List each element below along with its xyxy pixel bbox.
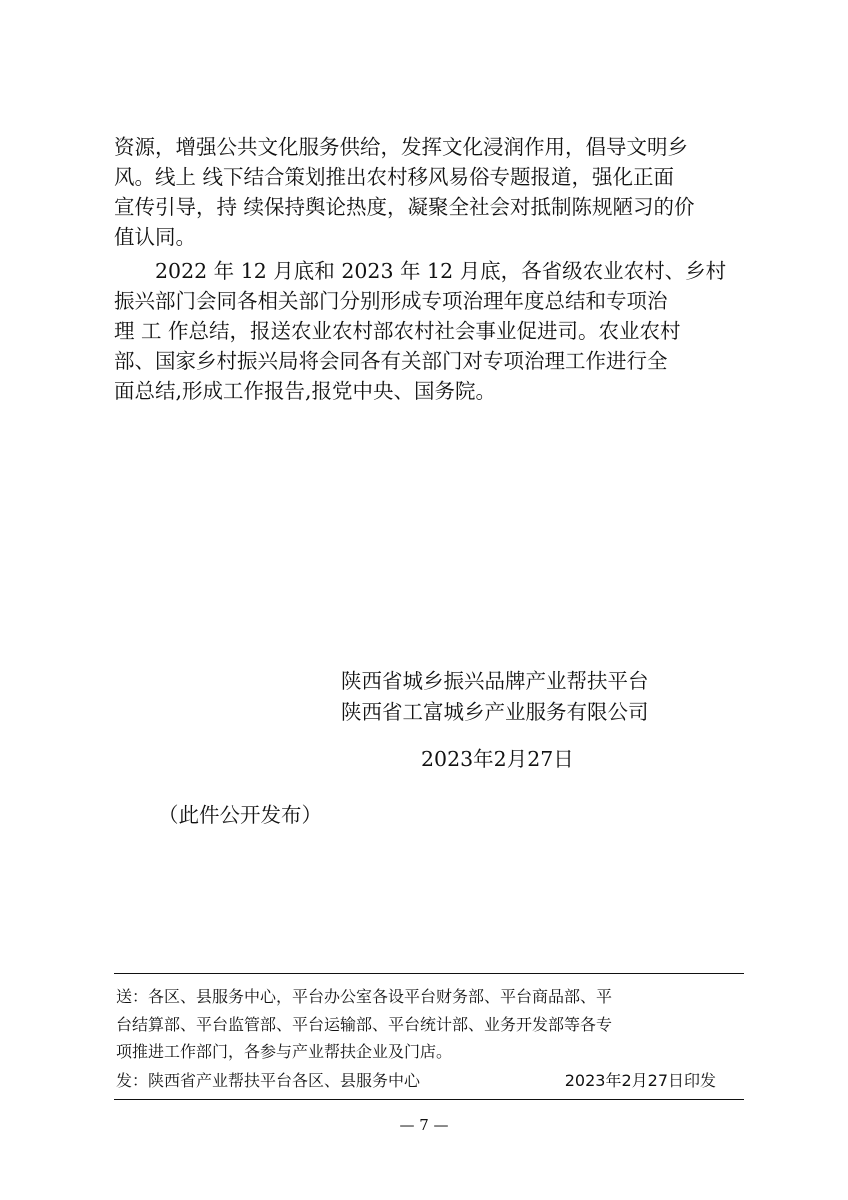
signature-date: 2023年2月27日 [421,747,574,771]
distribution-cc [116,983,736,1066]
distribution-top-rule [114,973,744,974]
distribution-bottom-rule [114,1099,744,1100]
body-paragraph-1 [114,132,744,252]
signature-org-1: 陕西省城乡振兴品牌产业帮扶平台 [341,669,649,693]
issuer-line [116,1067,716,1095]
cc-line: 台结算部、平台监管部、平台运输部、平台统计部、业务开发部等各专 [116,1014,613,1034]
paragraph-line: 风。线上 线下结合策划推出农村移风易俗专题报道，强化正面 [114,165,675,189]
paragraph-line: 面总结,形成工作报告,报党中央、国务院。 [114,379,497,403]
paragraph-line: 2022 年 12 月底和 2023 年 12 月底，各省级农业农村、乡村 [114,259,727,283]
cc-line: 送：各区、县服务中心，平台办公室各设平台财务部、平台商品部、平 [116,987,613,1006]
cc-line: 项推进工作部门，各参与产业帮扶企业及门店。 [116,1042,453,1061]
paragraph-line: 资源，增强公共文化服务供给，发挥文化浸润作用，倡导文明乡 [114,135,688,159]
issuer: 发：陕西省产业帮扶平台各区、县服务中心 [116,1071,421,1090]
signature-org-2: 陕西省工富城乡产业服务有限公司 [341,700,649,724]
paragraph-line: 值认同。 [114,225,196,249]
paragraph-line: 理 工 作总结，报送农业农村部农村社会事业促进司。农业农村 [114,319,681,343]
paragraph-line: 宣传引导，持 续保持舆论热度，凝聚全社会对抵制陈规陋习的价 [114,195,695,219]
public-release-note: （此件公开发布） [158,803,322,827]
page-number: — 7 — [399,1116,449,1134]
paragraph-line: 振兴部门会同各相关部门分别形成专项治理年度总结和专项治 [114,289,668,313]
body-paragraph-2 [114,256,744,406]
issue-date: 2023年2月27日印发 [564,1071,716,1090]
paragraph-line: 部、国家乡村振兴局将会同各有关部门对专项治理工作进行全 [114,349,668,373]
